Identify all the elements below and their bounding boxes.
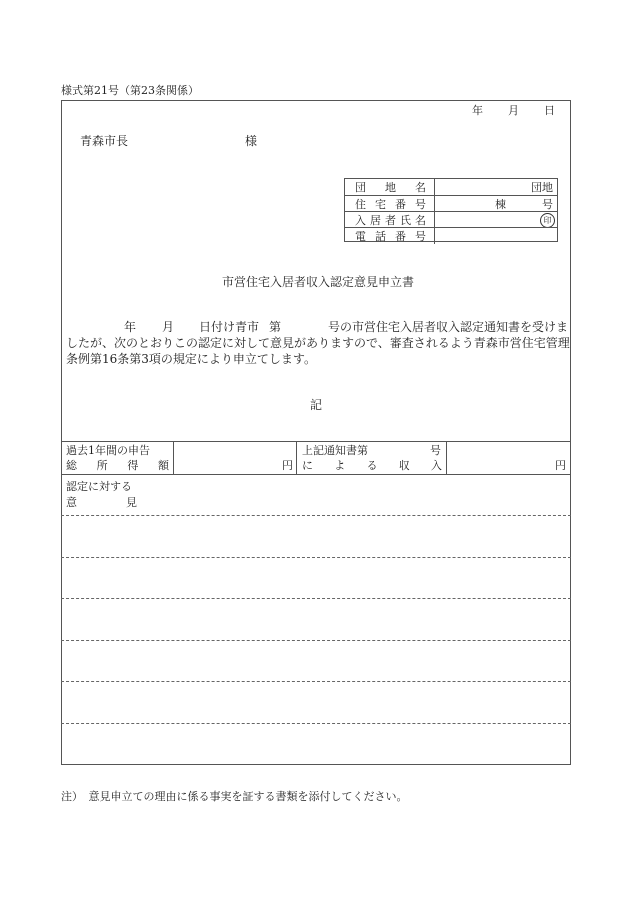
body-line1-rest: 号の市営住宅入居者収入認定通知書を受けま bbox=[328, 320, 569, 334]
footnote: 注） 意見申立ての理由に係る事実を証する書類を添付してください。 bbox=[61, 790, 408, 803]
declared-income-field[interactable] bbox=[174, 442, 295, 473]
number-suffix: 号 bbox=[542, 198, 553, 211]
notified-income-label-line1: 上記通知書第 bbox=[302, 444, 368, 457]
housing-number-label: 住 宅 番 号 bbox=[345, 196, 435, 212]
opinion-line bbox=[61, 640, 571, 641]
body-line3: 条例第16条第3項の規定により申立てします。 bbox=[66, 352, 316, 366]
ki-label: 記 bbox=[310, 398, 323, 412]
opinion-label-line1: 認定に対する bbox=[66, 480, 132, 493]
phone-field[interactable] bbox=[435, 228, 557, 244]
notified-income-unit: 円 bbox=[555, 459, 566, 472]
opinion-line bbox=[61, 515, 571, 516]
notified-income-label-line2: に よ る 収 入 bbox=[302, 459, 442, 472]
opinion-line bbox=[61, 681, 571, 682]
estate-label: 団 地 名 bbox=[345, 179, 435, 195]
phone-label: 電 話 番 号 bbox=[345, 228, 435, 244]
declared-income-label-line1: 過去1年間の申告 bbox=[66, 444, 150, 457]
opinion-line bbox=[61, 723, 571, 724]
opinion-label-line2-a: 意 bbox=[66, 496, 77, 509]
addressee-name: 青森市長 bbox=[80, 134, 129, 148]
declared-income-unit: 円 bbox=[282, 459, 293, 472]
body-line1-month: 月 bbox=[162, 320, 175, 334]
date-day: 日 bbox=[544, 104, 555, 117]
resident-name-label: 入 居 者 氏 名 bbox=[345, 212, 435, 228]
applicant-info-table bbox=[344, 178, 558, 242]
housing-number-row bbox=[345, 195, 557, 212]
resident-name-field[interactable] bbox=[435, 212, 557, 228]
seal-mark: 印 bbox=[540, 213, 555, 228]
housing-number-field[interactable] bbox=[435, 196, 557, 212]
document-title: 市営住宅入居者収入認定意見申立書 bbox=[222, 275, 415, 289]
building-suffix: 棟 bbox=[495, 198, 506, 211]
body-line1-day-ref: 日付け青市 bbox=[199, 320, 260, 334]
body-line1-dai: 第 bbox=[269, 320, 282, 334]
opinion-line bbox=[61, 598, 571, 599]
resident-name-row bbox=[345, 211, 557, 228]
notified-income-field[interactable] bbox=[447, 442, 570, 473]
body-line2: したが、次のとおりこの認定に対して意見がありますので、審査されるよう青森市営住宅管理 bbox=[66, 336, 570, 350]
body-line1-year: 年 bbox=[124, 320, 137, 334]
date-month: 月 bbox=[508, 104, 519, 117]
estate-field[interactable] bbox=[435, 179, 557, 195]
form-number: 様式第21号（第23条関係） bbox=[61, 84, 199, 97]
declared-income-label-line2: 総 所 得 額 bbox=[66, 459, 169, 472]
income-row-bottom-line bbox=[61, 474, 571, 475]
opinion-label-line2-b: 見 bbox=[126, 496, 137, 509]
estate-suffix: 団地 bbox=[531, 181, 553, 194]
phone-row bbox=[345, 227, 557, 244]
opinion-line bbox=[61, 557, 571, 558]
income-divider-2 bbox=[296, 441, 297, 474]
date-year: 年 bbox=[472, 104, 483, 117]
addressee-honorific: 様 bbox=[245, 134, 258, 148]
notified-income-label-number: 号 bbox=[430, 444, 441, 457]
estate-row bbox=[345, 179, 557, 195]
